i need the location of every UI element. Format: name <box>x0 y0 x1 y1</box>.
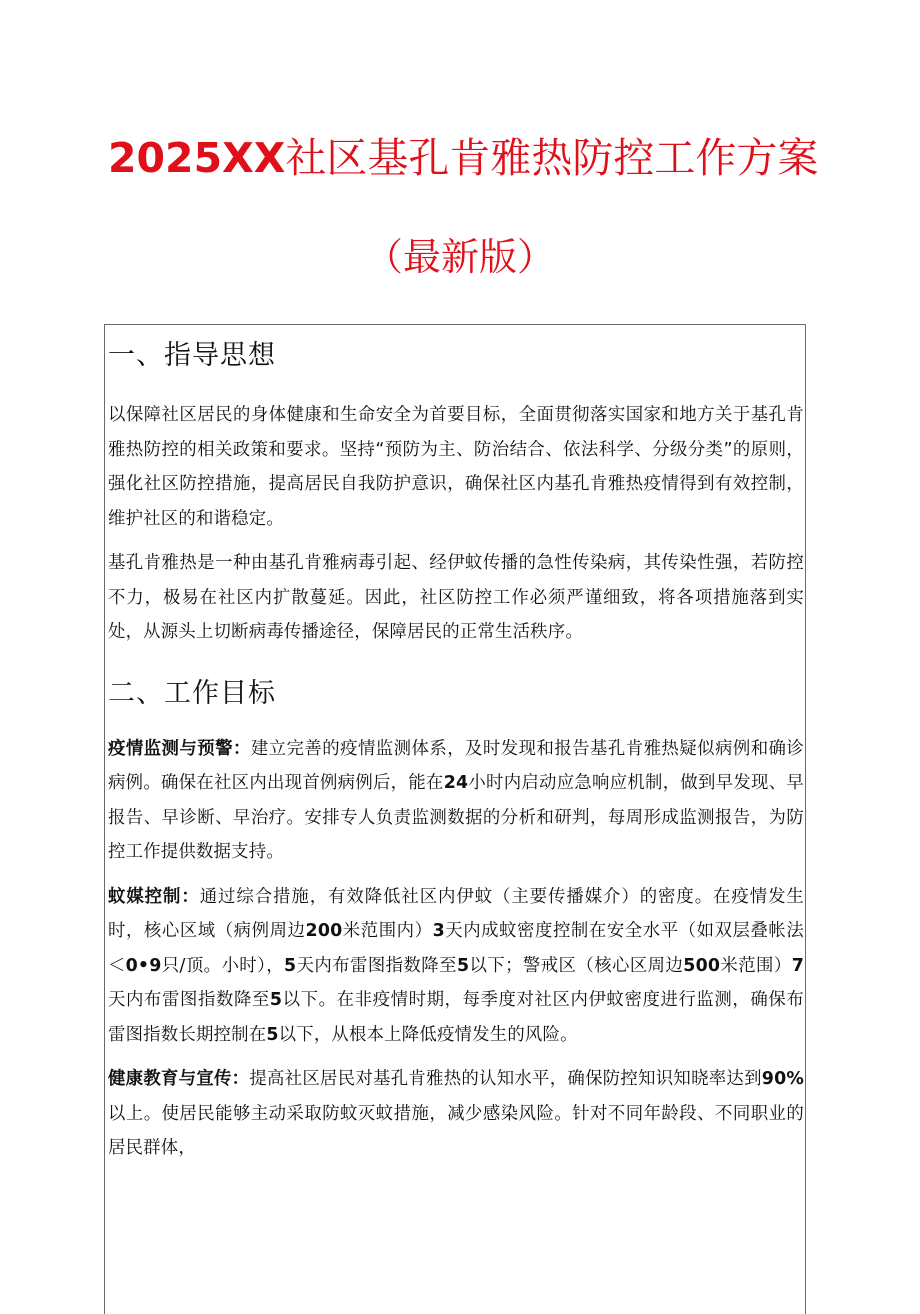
goal-epidemic-monitoring-lead: 疫情监测与预警： <box>108 738 251 759</box>
goal-number: 5 <box>266 1024 279 1045</box>
goal-number: 7 <box>791 955 804 976</box>
goal-mosquito-control <box>108 880 804 1053</box>
goal-number: 500 <box>683 955 721 976</box>
section-heading-guiding-ideology: 一、指导思想 <box>108 340 276 371</box>
section1-paragraph-2: 基孔肯雅热是一种由基孔肯雅病毒引起、经伊蚊传播的急性传染病，其传染性强，若防控不力，极易在社区内扩散蔓延。因此，社区防控工作必须严谨细致，将各项措施落到实处，从源头上切断病毒传播途径，保障居民的正常生活秩序。 <box>108 553 804 642</box>
goal-text: 米范围） <box>720 955 792 976</box>
section1-paragraph-1: 以保障社区居民的身体健康和生命安全为首要目标，全面贯彻落实国家和地方关于基孔肯雅热防控的相关政策和要求。坚持“预防为主、防治结合、依法科学、分级分类”的原则，强化社区防控措施，提高居民自我防护意识，确保社区内基孔肯雅热疫情得到有效控制，维护社区的和谐稳定。 <box>108 405 804 529</box>
goal-text: 通过综合措施，有效降低社区内伊蚊（主要传播媒介）的密度。在疫情发生时，核心区域（病例周边 <box>108 886 804 941</box>
title-main-text: 社区基孔肯雅热防控工作方案 <box>285 134 819 182</box>
goal-number: 3 <box>432 921 445 941</box>
goal-health-education-lead: 健康教育与宣传： <box>108 1069 250 1089</box>
document-body <box>108 330 804 1166</box>
section-heading-work-goals: 二、工作目标 <box>108 677 276 709</box>
goal-health-education <box>108 1062 804 1166</box>
goal-number: 90% <box>761 1069 804 1089</box>
goal-text: 米范围内） <box>342 921 433 941</box>
goal-text: 天内布雷图指数降至 <box>296 955 457 976</box>
goal-number: 0•9 <box>125 955 162 976</box>
title-year-code: 2025XX <box>108 134 286 182</box>
goal-text: 建立完善的疫情监测体系，及时发现和报告基孔肯雅热疑似病例和确诊病例。确保在社区内出现首例病例后，能在 <box>108 738 804 793</box>
goal-text: 以下；警戒区（核心区周边 <box>469 955 684 976</box>
goal-number: 5 <box>284 955 297 976</box>
goal-number: 24 <box>443 773 469 793</box>
goal-number: 5 <box>456 955 470 976</box>
goal-mosquito-control-lead: 蚊媒控制： <box>108 886 200 907</box>
goal-number: 200 <box>305 921 343 941</box>
document-title <box>108 130 819 186</box>
goal-text: 天内布雷图指数降至 <box>108 990 270 1010</box>
goal-text: 小时内启动应急响应机制，做到早发现、早报告、早诊断、早治疗。安排专人负责监测数据的分析和研判，每周形成监测报告，为防控工作提供数据支持。 <box>108 773 804 862</box>
goal-text: 只/顶。小时）， <box>161 955 285 976</box>
goal-text: 提高社区居民对基孔肯雅热的认知水平，确保防控知识知晓率达到 <box>249 1069 762 1089</box>
goal-number: 5 <box>269 990 283 1010</box>
goal-text: 天内成蚊密度控制在安全水平（如双层叠帐法＜ <box>108 921 804 976</box>
goal-epidemic-monitoring <box>108 732 804 870</box>
goal-text: 以下。在非疫情时期，每季度对社区内伊蚊密度进行监测，确保布雷图指数长期控制在 <box>108 990 804 1045</box>
goal-text: 以上。使居民能够主动采取防蚊灭蚊措施，减少感染风险。针对不同年龄段、不同职业的居民群体， <box>108 1103 804 1158</box>
goal-text: 以下，从根本上降低疫情发生的风险。 <box>278 1024 578 1045</box>
document-subtitle: （最新版） <box>364 235 555 279</box>
